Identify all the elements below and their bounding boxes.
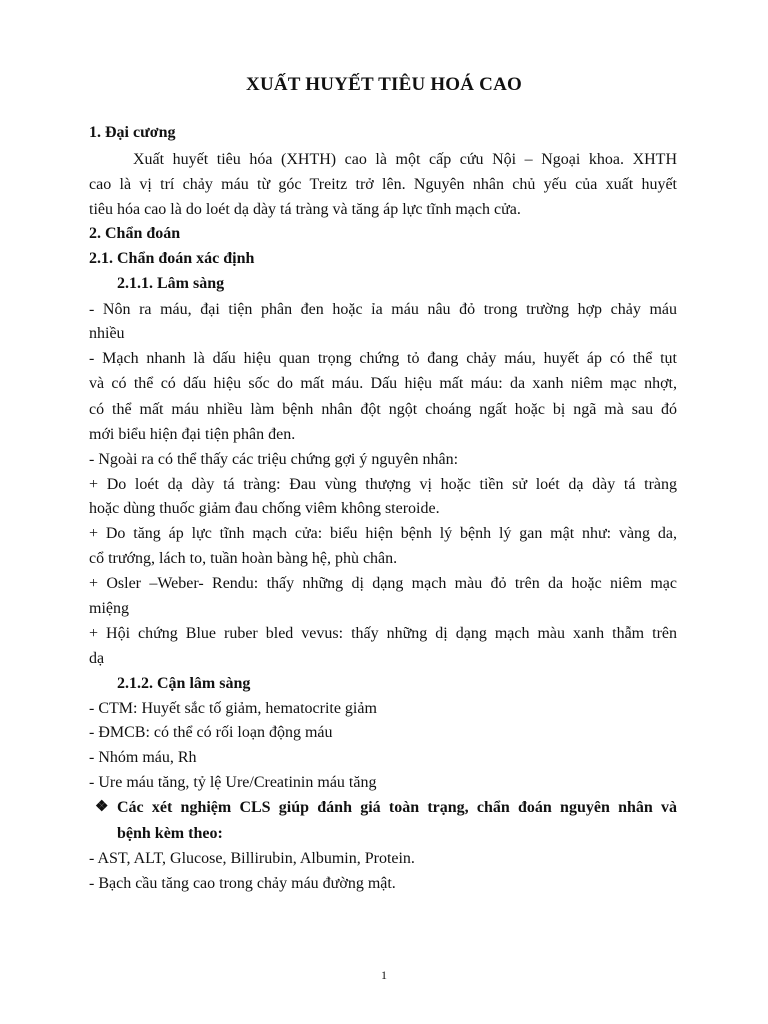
paragraph-line: + Do tăng áp lực tĩnh mạch cửa: biểu hiện bệnh lý bệnh lý gan mật như: vàng da,	[89, 525, 677, 542]
paragraph-line: - ĐMCB: có thể có rối loạn động máu	[89, 724, 333, 741]
paragraph-line: - CTM: Huyết sắc tố giảm, hematocrite giảm	[89, 700, 377, 717]
paragraph-line: Xuất huyết tiêu hóa (XHTH) cao là một cấp cứu Nội – Ngoại khoa. XHTH	[133, 151, 677, 168]
bold-bullet-line: Các xét nghiệm CLS giúp đánh giá toàn trạng, chẩn đoán nguyên nhân và	[117, 799, 677, 816]
paragraph-line: - Nhóm máu, Rh	[89, 749, 197, 766]
paragraph-line: - Ure máu tăng, tỷ lệ Ure/Creatinin máu tăng	[89, 774, 377, 791]
paragraph-line: + Do loét dạ dày tá tràng: Đau vùng thượng vị hoặc tiền sử loét dạ dày tá tràng	[89, 476, 677, 493]
section-2-1-1-heading: 2.1.1. Lâm sàng	[117, 275, 225, 292]
page-number: 1	[381, 968, 387, 982]
section-1-heading: 1. Đại cương	[89, 124, 176, 141]
document-title: XUẤT HUYẾT TIÊU HOÁ CAO	[246, 74, 522, 95]
paragraph-line: miệng	[89, 600, 129, 617]
paragraph-line: và có thể có dấu hiệu sốc do mất máu. Dấu hiệu mất máu: da xanh niêm mạc nhợt,	[89, 375, 677, 392]
paragraph-line: - Ngoài ra có thể thấy các triệu chứng gợi ý nguyên nhân:	[89, 451, 459, 468]
paragraph-line: - AST, ALT, Glucose, Billirubin, Albumin, Protein.	[89, 850, 415, 867]
paragraph-line: hoặc dùng thuốc giảm đau chống viêm không steroide.	[89, 500, 440, 517]
paragraph-line: dạ	[89, 650, 105, 667]
paragraph-line: - Bạch cầu tăng cao trong chảy máu đường mật.	[89, 875, 396, 892]
paragraph-line: nhiều	[89, 325, 125, 342]
paragraph-line: tiêu hóa cao là do loét dạ dày tá tràng và tăng áp lực tĩnh mạch cửa.	[89, 201, 521, 218]
paragraph-line: có thể mất máu nhiều làm bệnh nhân đột ngột choáng ngất hoặc bị ngã mà sau đó	[89, 401, 677, 418]
paragraph-line: + Hội chứng Blue ruber bled vevus: thấy những dị dạng mạch màu xanh thẫm trên	[89, 625, 677, 642]
paragraph-line: + Osler –Weber- Rendu: thấy những dị dạng mạch màu đỏ trên da hoặc niêm mạc	[89, 575, 677, 592]
section-2-heading: 2. Chẩn đoán	[89, 225, 181, 242]
section-2-1-2-heading: 2.1.2. Cận lâm sàng	[117, 675, 251, 692]
paragraph-line: - Nôn ra máu, đại tiện phân đen hoặc ỉa máu nâu đỏ trong trường hợp chảy máu	[89, 301, 677, 318]
paragraph-line: mới biểu hiện đại tiện phân đen.	[89, 426, 296, 443]
paragraph-line: - Mạch nhanh là dấu hiệu quan trọng chứng tỏ đang chảy máu, huyết áp có thể tụt	[89, 350, 677, 367]
paragraph-line: cao là vị trí chảy máu từ góc Treitz trở lên. Nguyên nhân chủ yếu của xuất huyết	[89, 176, 677, 193]
paragraph-line: cổ trướng, lách to, tuần hoàn bàng hệ, phù chân.	[89, 550, 398, 567]
section-2-1-heading: 2.1. Chẩn đoán xác định	[89, 250, 255, 267]
bold-bullet-line: bệnh kèm theo:	[117, 825, 223, 842]
diamond-bullet-icon: ❖	[95, 799, 109, 815]
